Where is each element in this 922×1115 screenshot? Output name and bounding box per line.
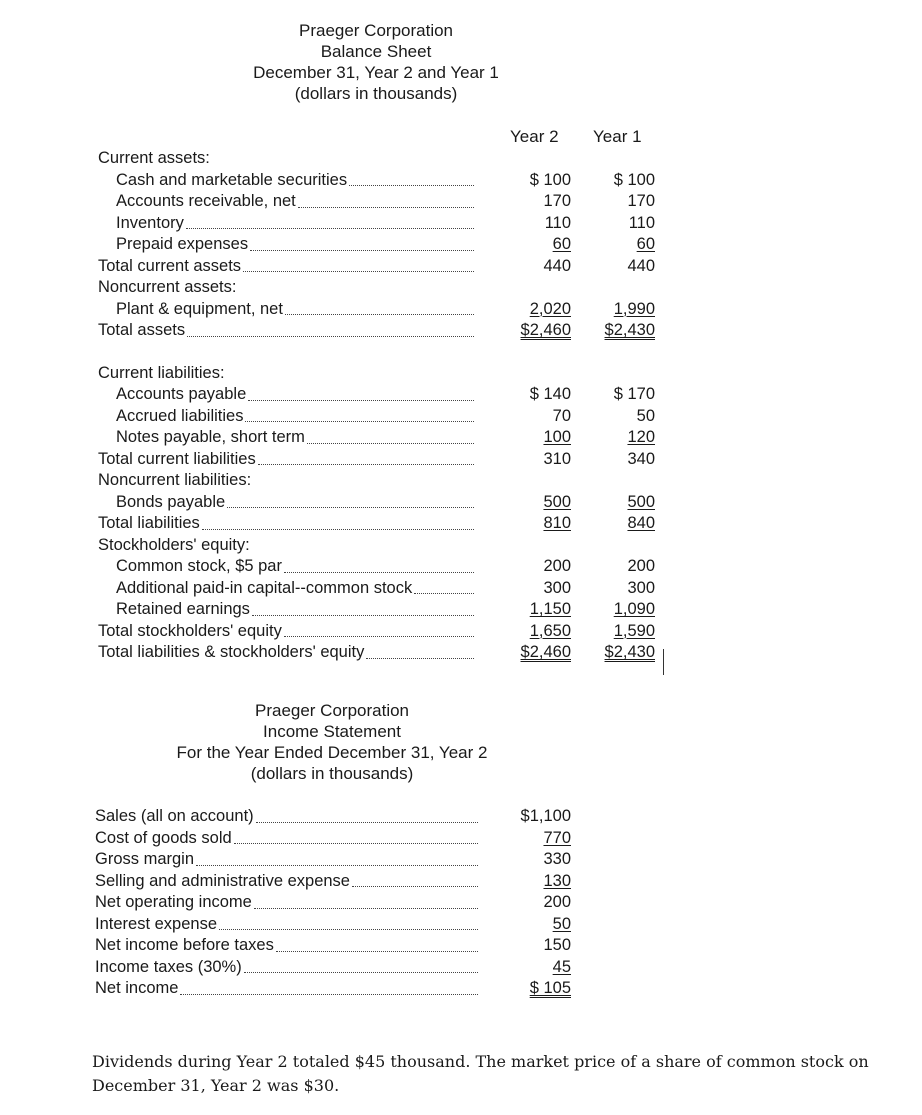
col-header-year2: Year 2 bbox=[510, 127, 559, 146]
is-value: 50 bbox=[552, 914, 571, 933]
bs-row-label: Total stockholders' equity bbox=[98, 621, 282, 640]
is-row-income-taxes-30 bbox=[0, 957, 922, 979]
bs-dot-leader bbox=[307, 427, 474, 449]
bs-row-total-liabilities-stockholders-equity bbox=[0, 642, 922, 664]
bs-row-label: Prepaid expenses bbox=[116, 235, 249, 253]
bs-row-retained-earnings bbox=[0, 599, 922, 621]
bs-value-year2: 440 bbox=[543, 256, 571, 275]
is-row-label: Cost of goods sold bbox=[95, 828, 232, 847]
bs-row-label: Total current assets bbox=[98, 256, 242, 275]
bs-value-year2: 300 bbox=[543, 578, 571, 597]
bs-row-total-assets bbox=[0, 320, 922, 342]
bs-row-cash-and-marketable-securities bbox=[0, 170, 922, 192]
bs-row-label: Current assets: bbox=[98, 149, 210, 167]
bs-row-label: Additional paid-in capital--common stock bbox=[116, 578, 413, 597]
bs-value-year2: 170 bbox=[543, 192, 571, 210]
bs-value-year2: 500 bbox=[543, 492, 571, 511]
bs-row-prepaid-expenses bbox=[0, 234, 922, 256]
is-row-interest-expense bbox=[0, 914, 922, 936]
is-units: (dollars in thousands) bbox=[250, 764, 414, 783]
bs-dot-leader bbox=[202, 513, 474, 535]
bs-value-year2: $ 140 bbox=[529, 385, 571, 403]
bs-row-label: Noncurrent assets: bbox=[98, 278, 237, 296]
bs-value-year1: 500 bbox=[627, 492, 655, 511]
bs-statement-name: Balance Sheet bbox=[320, 42, 432, 61]
is-row-label: Net operating income bbox=[95, 893, 252, 911]
bs-value-year2: 70 bbox=[552, 406, 571, 425]
bs-dot-leader bbox=[285, 299, 474, 321]
bs-row-total-current-liabilities bbox=[0, 449, 922, 471]
is-value: 330 bbox=[543, 850, 571, 868]
is-row-label: Gross margin bbox=[95, 850, 195, 868]
is-dot-leader bbox=[234, 828, 478, 850]
bs-value-year2: $2,460 bbox=[520, 321, 571, 339]
bs-dot-leader bbox=[284, 556, 474, 578]
is-row-label: Selling and administrative expense bbox=[95, 871, 350, 890]
is-dot-leader bbox=[180, 978, 478, 1000]
bs-dot-leader bbox=[250, 234, 474, 256]
bs-row-common-stock-5-par bbox=[0, 556, 922, 578]
bs-dot-leader bbox=[414, 578, 474, 600]
bs-row-label: Total liabilities & stockholders' equity bbox=[98, 643, 365, 661]
is-row-label: Sales (all on account) bbox=[95, 807, 254, 825]
bs-dot-leader bbox=[245, 406, 474, 428]
is-value: 200 bbox=[543, 893, 571, 911]
is-value: 770 bbox=[543, 828, 571, 847]
is-period: For the Year Ended December 31, Year 2 bbox=[176, 743, 488, 762]
bs-row-noncurrent-liabilities bbox=[0, 470, 922, 492]
is-value: 45 bbox=[552, 957, 571, 976]
is-statement-name: Income Statement bbox=[263, 722, 401, 741]
is-value: $ 105 bbox=[529, 979, 571, 997]
bs-value-year1: 120 bbox=[627, 428, 655, 446]
bs-value-year1: 50 bbox=[636, 406, 655, 425]
is-row-label: Income taxes (30%) bbox=[95, 957, 242, 976]
bs-date: December 31, Year 2 and Year 1 bbox=[253, 63, 499, 82]
is-dot-leader bbox=[276, 935, 478, 957]
bs-row-inventory bbox=[0, 213, 922, 235]
bs-row-accounts-payable bbox=[0, 384, 922, 406]
is-dot-leader bbox=[352, 871, 478, 893]
is-row-label: Net income bbox=[95, 979, 179, 997]
bs-company-name: Praeger Corporation bbox=[298, 21, 454, 40]
bs-value-year1: 60 bbox=[636, 235, 655, 253]
bs-dot-leader bbox=[248, 384, 474, 406]
bs-row-label: Accounts receivable, net bbox=[116, 192, 296, 210]
bs-row-accrued-liabilities bbox=[0, 406, 922, 428]
bs-row-total-current-assets bbox=[0, 256, 922, 278]
bs-row-current-assets bbox=[0, 148, 922, 170]
bs-row-noncurrent-assets bbox=[0, 277, 922, 299]
bs-row-additional-paid-in-capital-common-stock bbox=[0, 578, 922, 600]
bs-dot-leader bbox=[349, 170, 474, 192]
is-value: 130 bbox=[543, 871, 571, 890]
bs-value-year1: 840 bbox=[627, 514, 655, 532]
bs-row-plant-equipment-net bbox=[0, 299, 922, 321]
col-header-year1: Year 1 bbox=[593, 127, 642, 146]
bs-row-accounts-receivable-net bbox=[0, 191, 922, 213]
bs-row-label: Notes payable, short term bbox=[116, 428, 305, 446]
is-value: $1,100 bbox=[520, 807, 571, 825]
is-dot-leader bbox=[256, 806, 478, 828]
bs-value-year1: 1,590 bbox=[613, 621, 655, 640]
bs-dot-leader bbox=[227, 492, 474, 514]
bs-row-notes-payable-short-term bbox=[0, 427, 922, 449]
bs-value-year1: 200 bbox=[627, 557, 655, 575]
bs-row-label: Current liabilities: bbox=[98, 363, 225, 382]
bs-value-year2: 2,020 bbox=[529, 299, 571, 318]
bs-row-label: Cash and marketable securities bbox=[116, 170, 348, 189]
is-dot-leader bbox=[219, 914, 478, 936]
bs-row-label: Total liabilities bbox=[98, 514, 200, 532]
bs-value-year1: 1,990 bbox=[613, 299, 655, 318]
is-row-net-operating-income bbox=[0, 892, 922, 914]
bs-value-year2: 200 bbox=[543, 557, 571, 575]
bs-row-label: Retained earnings bbox=[116, 600, 250, 618]
bs-dot-leader bbox=[187, 320, 474, 342]
bs-value-year2: 60 bbox=[552, 235, 571, 253]
bs-value-year1: 170 bbox=[627, 192, 655, 210]
bs-value-year1: $ 170 bbox=[613, 385, 655, 403]
is-row-selling-and-administrative-expense bbox=[0, 871, 922, 893]
bs-value-year1: $2,430 bbox=[604, 643, 655, 661]
income-statement-title bbox=[152, 700, 512, 784]
bs-value-year2: $ 100 bbox=[529, 170, 571, 189]
bs-units: (dollars in thousands) bbox=[294, 84, 458, 103]
bs-row-label: Accounts payable bbox=[116, 385, 247, 403]
bs-row-total-liabilities bbox=[0, 513, 922, 535]
bs-row-label: Common stock, $5 par bbox=[116, 557, 282, 575]
bs-value-year2: 1,650 bbox=[529, 621, 571, 640]
bs-dot-leader bbox=[284, 621, 474, 643]
is-row-net-income bbox=[0, 978, 922, 1000]
bs-dot-leader bbox=[258, 449, 474, 471]
is-row-net-income-before-taxes bbox=[0, 935, 922, 957]
bs-value-year2: 810 bbox=[543, 514, 571, 532]
is-row-label: Interest expense bbox=[95, 914, 217, 933]
bs-value-year2: 310 bbox=[543, 449, 571, 468]
bs-value-year1: 440 bbox=[627, 256, 655, 275]
is-value: 150 bbox=[543, 936, 571, 954]
bs-value-year1: 1,090 bbox=[613, 600, 655, 618]
dividends-note: Dividends during Year 2 totaled $45 thousand. The market price of a share of common stock on December 31, Year 2 was $30. bbox=[92, 1052, 869, 1095]
bs-row-label: Total assets bbox=[98, 321, 186, 339]
bs-dot-leader bbox=[252, 599, 474, 621]
is-dot-leader bbox=[196, 849, 478, 871]
is-row-gross-margin bbox=[0, 849, 922, 871]
bs-dot-leader bbox=[186, 213, 474, 235]
is-row-label: Net income before taxes bbox=[95, 936, 274, 954]
bs-row-current-liabilities bbox=[0, 363, 922, 385]
bs-row-stockholders-equity bbox=[0, 535, 922, 557]
bs-row-label: Plant & equipment, net bbox=[116, 299, 283, 318]
bs-value-year1: 340 bbox=[627, 449, 655, 468]
balance-sheet-title bbox=[236, 20, 516, 104]
bs-row-label: Accrued liabilities bbox=[116, 406, 244, 425]
bs-row-label: Stockholders' equity: bbox=[98, 535, 250, 554]
bs-row-bonds-payable bbox=[0, 492, 922, 514]
bs-row-label: Bonds payable bbox=[116, 492, 226, 511]
bs-dot-leader bbox=[243, 256, 474, 278]
bs-value-year1: $ 100 bbox=[613, 170, 655, 189]
bs-value-year2: $2,460 bbox=[520, 643, 571, 661]
is-dot-leader bbox=[254, 892, 478, 914]
bs-dot-leader bbox=[298, 191, 474, 213]
text-cursor bbox=[663, 649, 664, 675]
bs-value-year1: 110 bbox=[628, 213, 655, 232]
is-row-cost-of-goods-sold bbox=[0, 828, 922, 850]
bs-value-year1: $2,430 bbox=[604, 321, 655, 339]
bs-row-label: Noncurrent liabilities: bbox=[98, 471, 252, 489]
bs-value-year1: 300 bbox=[627, 578, 655, 597]
bs-value-year2: 100 bbox=[543, 428, 571, 446]
bs-value-year2: 110 bbox=[544, 213, 571, 232]
is-row-sales-all-on-account bbox=[0, 806, 922, 828]
is-company-name: Praeger Corporation bbox=[254, 701, 410, 720]
bs-value-year2: 1,150 bbox=[529, 600, 571, 618]
bs-row-total-stockholders-equity bbox=[0, 621, 922, 643]
bs-row-label: Total current liabilities bbox=[98, 449, 256, 468]
bs-dot-leader bbox=[366, 642, 474, 664]
bs-row-label: Inventory bbox=[116, 213, 184, 232]
is-dot-leader bbox=[244, 957, 478, 979]
